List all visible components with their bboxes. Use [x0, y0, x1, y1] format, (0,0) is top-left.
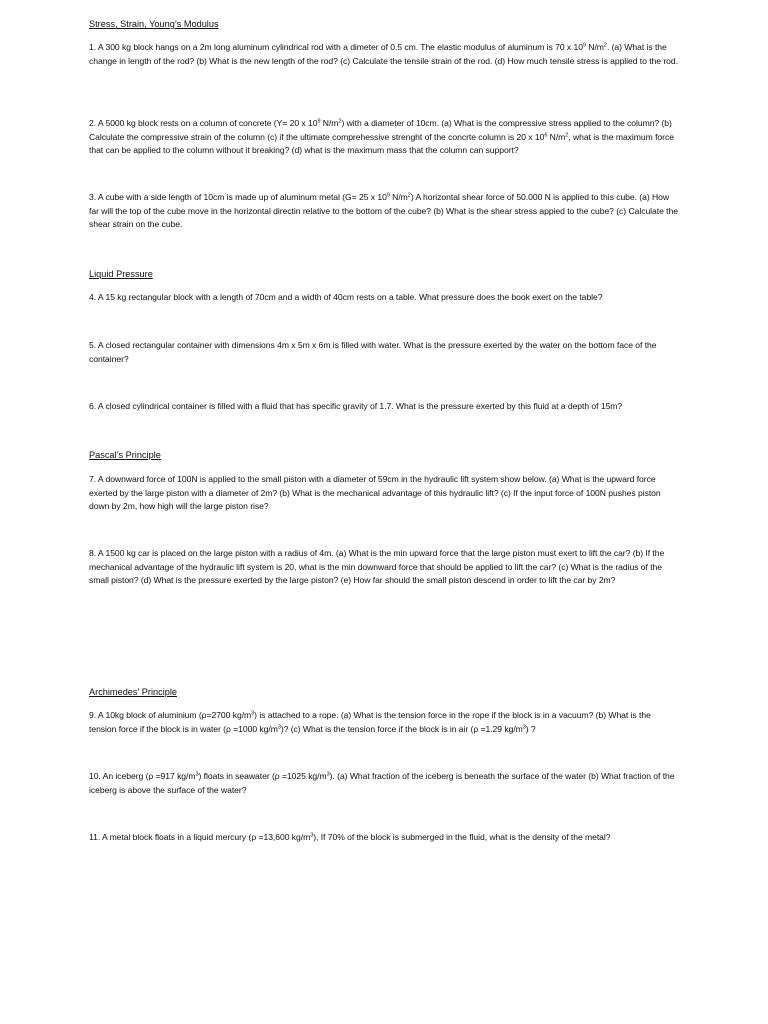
problem-3: 3. A cube with a side length of 10cm is made up of aluminum metal (G= 25 x $10^9$ $N/m^2$) A horizontal shear force of 50.000 N is applied to this cube. (a) How far will the top of the cube move in the horizontal directin relative to the bottom of the cube? (b) What is the shear stress appied to the cube? (c) Calculate the shear strain on the cube. — [89, 192, 678, 230]
problem-4: 4. A 15 kg rectangular block with a length of 70cm and a width of 40cm rests on a table. What pressure does the book exert on the table? — [89, 292, 603, 302]
section-heading-liquid-pressure: Liquid Pressure — [89, 269, 153, 279]
problem-9: 9. A 10kg block of aluminium (ρ=2700 $kg/m^3$) is attached to a rope. (a) What is the tension force in the rope if the block is in a vacuum? (b) What is the tension force if the block is in water (ρ =1000 $kg/m^3$)? (c) What is the tension force if the block is in air (ρ =1.29 $kg/m^3$) ? — [89, 710, 651, 734]
problem-11: 11. A metal block floats in a liquid mercury (ρ =13,600 $kg/m^3$), If 70% of the block is submerged in the fluid, what is the density of the metal? — [89, 832, 611, 842]
problem-6: 6. A closed cylindrical container is filled with a fluid that has specific gravity of 1.7. What is the pressure exerted by this fluid at a depth of 15m? — [89, 401, 623, 411]
problem-10: 10. An iceberg (ρ =917 $kg/m^3$) floats in seawater (ρ =1025 $kg/m^3$). (a) What fraction of the iceberg is beneath the surface of the water (b) What fraction of the iceberg is above the surface of the water? — [89, 771, 675, 795]
problem-5: 5. A closed rectangular container with dimensions 4m x 5m x 6m is filled with water. What is the pressure exerted by the water on the bottom face of the container? — [89, 340, 657, 364]
section-heading-stress: Stress, Strain, Young’s Modulus — [89, 19, 219, 29]
section-heading-archimedes: Archimedes’ Principle — [89, 687, 177, 697]
problem-1: 1. A 300 kg block hangs on a 2m long aluminum cylindrical rod with a dimeter of 0.5 cm. The elastic modulus of aluminum is 70 x $10^9$ $N/m^2$. (a) What is the change in length of the rod? (b) What is the new length of the rod? (c) Calculate the tensile strain of the rod. (d) How much tensile stress is applied to the rod. — [89, 42, 678, 66]
problem-8: 8. A 1500 kg car is placed on the large piston with a radius of 4m. (a) What is the min upward force that the large piston must exert to lift the car? (b) If the mechanical advantage of the hydraulic lift system is 20, what is the min downward force that should be applied to lift the car? (c) What is the radius of the small piston? (d) What is the pressure exerted by the large piston? (e) How far should the small piston descend in order to lift the car by 2m? — [89, 548, 665, 586]
problem-2: 2. A 5000 kg block rests on a column of concrete (Y= 20 x $10^9$ $N/m^2$) with a diameter of 10cm. (a) What is the compressive stress applied to the column? (b) Calculate the compressive strain of the column (c) if the ultimate comprehessive strenght of the concrte column is 20 x $10^6$ $N/m^2$, what is the maximum force that can be applied to the column without it breaking? (d) what is the maximum mass that the column can support? — [89, 118, 674, 156]
section-heading-pascal: Pascal’s Principle — [89, 450, 161, 460]
problem-7: 7. A downward force of 100N is applied to the small piston with a diameter of 59cm in the hydraulic lift system show below. (a) What is the upward force exerted by the large piston with a diameter of 2m? (b) What is the mechanical advantage of this hydraulic lift? (c) If the input force of 100N pushes piston down by 2m, how high will the large piston rise? — [89, 474, 661, 512]
